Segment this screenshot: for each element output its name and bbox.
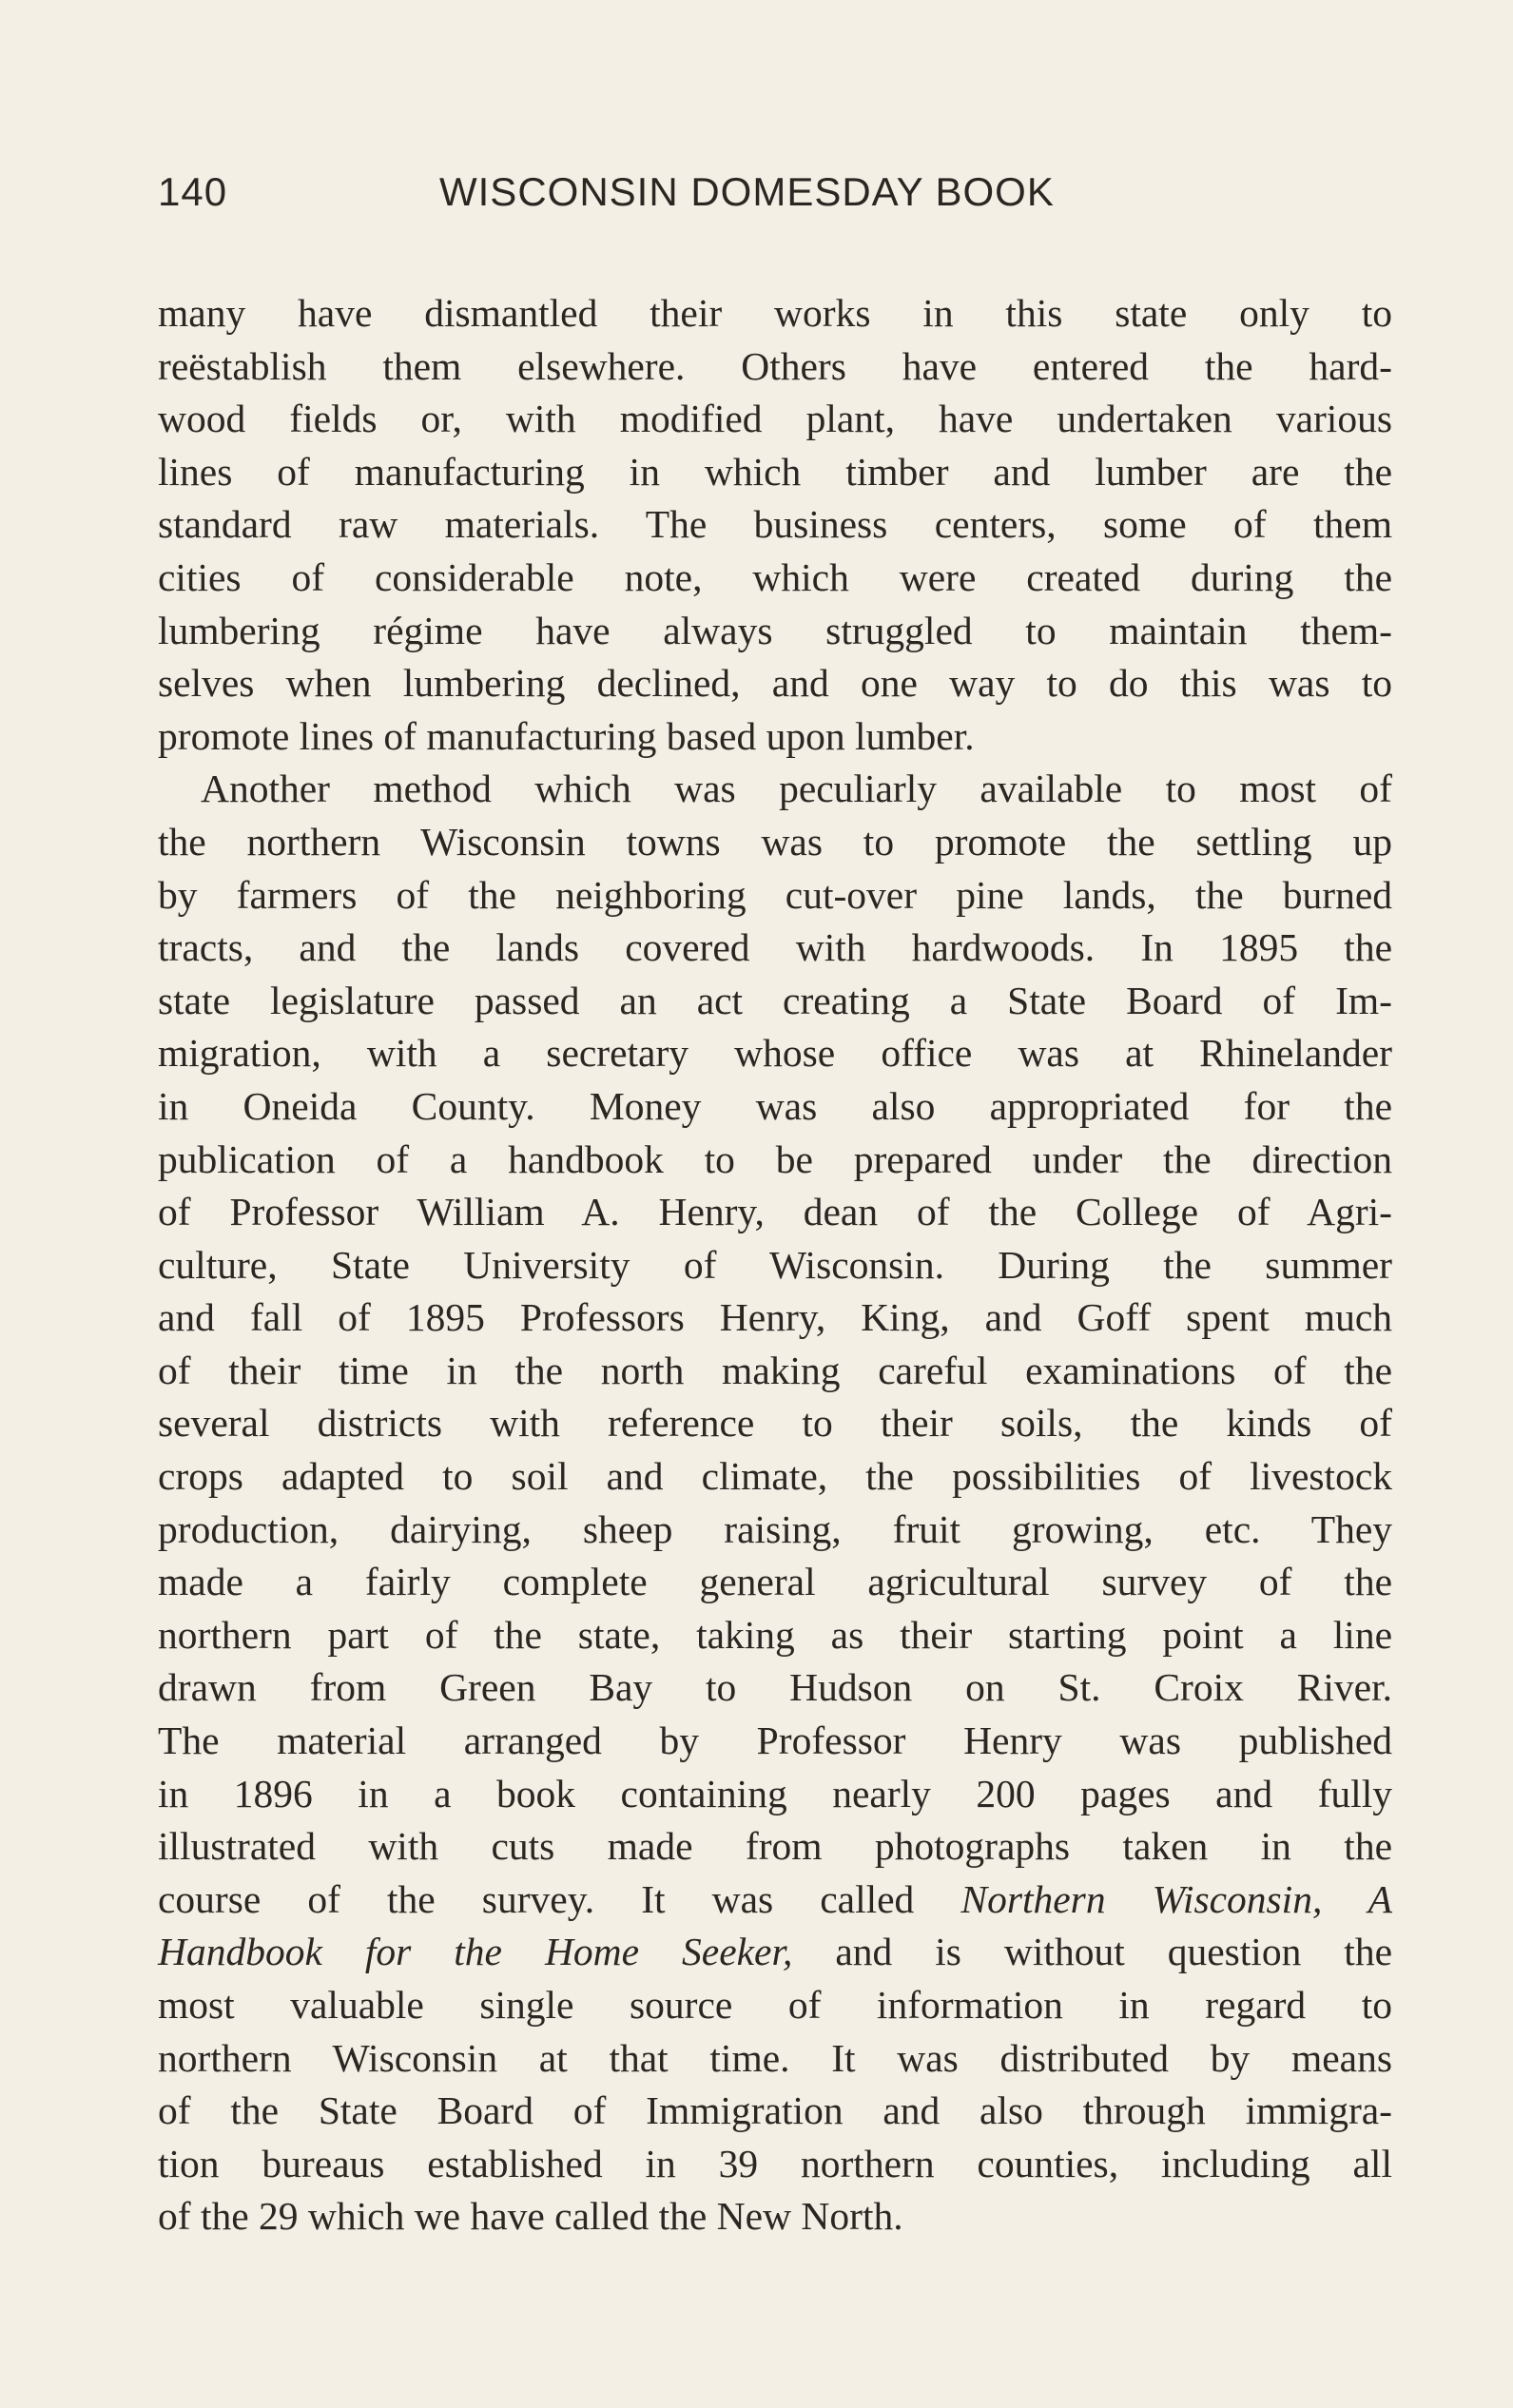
text-line: migration, with a secretary whose office was at Rhinelander bbox=[158, 1031, 1392, 1076]
body-text bbox=[158, 287, 1392, 2243]
text-line: of the 29 which we have called the New North. bbox=[158, 2194, 903, 2239]
text-line bbox=[158, 1926, 1392, 1979]
text-line: The material arranged by Professor Henry was published bbox=[158, 1719, 1392, 1763]
text-line: publication of a handbook to be prepared under the direction bbox=[158, 1136, 1392, 1181]
text-line: several districts with reference to their soils, the kinds of bbox=[158, 1401, 1392, 1446]
text-line: in Oneida County. Money was also appropriated for the bbox=[158, 1083, 1392, 1128]
text-line: selves when lumbering declined, and one way to do this was to bbox=[158, 661, 1392, 706]
text-line: lumbering régime have always struggled to maintain them- bbox=[158, 608, 1392, 652]
text-line: state legislature passed an act creating a State Board of Im- bbox=[158, 978, 1392, 1022]
text-line: promote lines of manufacturing based upon lumber. bbox=[158, 713, 975, 758]
text-line bbox=[158, 1874, 1392, 1927]
text-line: tion bureaus established in 39 northern counties, including all bbox=[158, 2141, 1392, 2185]
text-line: of the State Board of Immigration and also through immigra- bbox=[158, 2088, 1392, 2133]
text-line: of Professor William A. Henry, dean of the College of Agri- bbox=[158, 1190, 1392, 1234]
text-line: of their time in the north making careful examinations of the bbox=[158, 1348, 1392, 1392]
text-line: made a fairly complete general agricultural survey of the bbox=[158, 1560, 1392, 1604]
running-head bbox=[158, 169, 1394, 236]
text-line: reëstablish them elsewhere. Others have entered the hard- bbox=[158, 343, 1392, 388]
text-line: drawn from Green Bay to Hudson on St. Croix River. bbox=[158, 1665, 1392, 1710]
text-line: the northern Wisconsin towns was to promote the settling up bbox=[158, 819, 1392, 864]
text-line: illustrated with cuts made from photographs taken in the bbox=[158, 1824, 1392, 1869]
text-line: by farmers of the neighboring cut-over pine lands, the burned bbox=[158, 872, 1392, 917]
text-run: course of the survey. It was called bbox=[158, 1876, 961, 1921]
text-line: cities of considerable note, which were created during the bbox=[158, 554, 1392, 599]
text-line: many have dismantled their works in this state only to bbox=[158, 291, 1392, 335]
text-line: Another method which was peculiarly available to most of bbox=[201, 767, 1392, 811]
running-title: WISCONSIN DOMESDAY BOOK bbox=[439, 169, 1055, 214]
text-line: most valuable single source of information in regard to bbox=[158, 1983, 1392, 2027]
text-line: and fall of 1895 Professors Henry, King, and Goff spent much bbox=[158, 1295, 1392, 1340]
book-title-italic: Handbook for the Home Seeker, bbox=[158, 1930, 793, 1974]
book-title-italic: Northern Wisconsin, A bbox=[960, 1876, 1393, 1921]
text-line: crops adapted to soil and climate, the possibilities of livestock bbox=[158, 1454, 1392, 1499]
text-run: and is without question the bbox=[792, 1930, 1392, 1974]
text-line: tracts, and the lands covered with hardwoods. In 1895 the bbox=[158, 925, 1392, 970]
text-line: standard raw materials. The business centers, some of them bbox=[158, 502, 1392, 547]
text-line: production, dairying, sheep raising, fruit growing, etc. They bbox=[158, 1506, 1392, 1551]
page-number: 140 bbox=[158, 169, 228, 214]
text-line: in 1896 in a book containing nearly 200 pages and fully bbox=[158, 1771, 1392, 1816]
text-line: wood fields or, with modified plant, have undertaken various bbox=[158, 397, 1392, 441]
text-line: northern part of the state, taking as their starting point a line bbox=[158, 1612, 1392, 1657]
text-line: lines of manufacturing in which timber and lumber are the bbox=[158, 449, 1392, 494]
text-line: culture, State University of Wisconsin. During the summer bbox=[158, 1242, 1392, 1287]
text-line: northern Wisconsin at that time. It was distributed by means bbox=[158, 2035, 1392, 2080]
